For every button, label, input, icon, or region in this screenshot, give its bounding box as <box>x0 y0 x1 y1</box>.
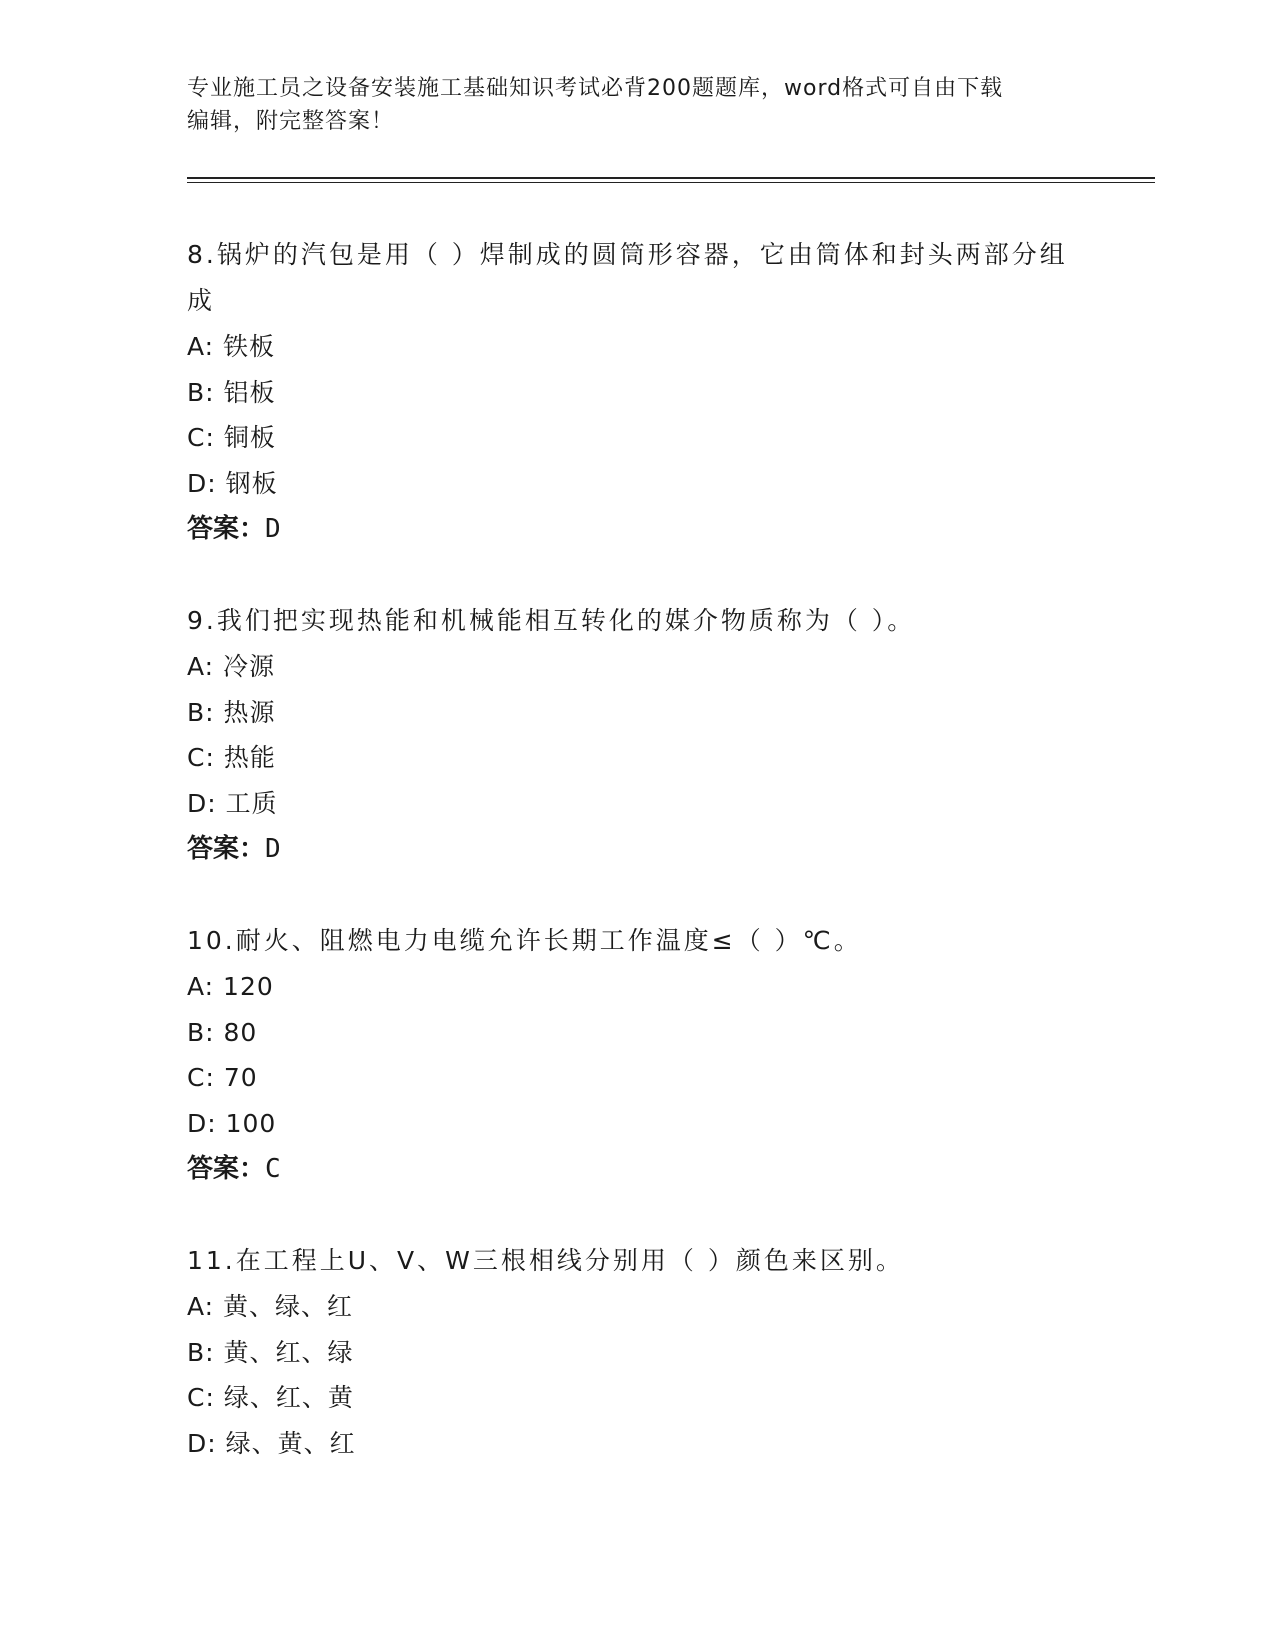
header-line-2: 编辑，附完整答案！ <box>187 109 395 134</box>
option-b: B: 黄、红、绿 <box>187 1337 354 1367</box>
option-d: D: 100 <box>187 1108 277 1138</box>
question-title: 9.我们把实现热能和机械能相互转化的媒介物质称为（ ）。 <box>187 606 916 635</box>
option-a: A: 120 <box>187 972 274 1001</box>
answer-line <box>187 826 1087 872</box>
document-header <box>187 72 1067 138</box>
answer-value: C <box>265 1154 281 1184</box>
option-c: C: 铜板 <box>187 423 276 452</box>
option-d: D: 钢板 <box>187 468 278 498</box>
answer-label: 答案： <box>187 1154 266 1184</box>
question-title: 10.耐火、阻燃电力电缆允许长期工作温度≤（ ）℃。 <box>187 926 862 955</box>
answer-value: D <box>265 514 281 544</box>
option-a: A: 冷源 <box>187 652 276 681</box>
header-line-1: 专业施工员之设备安装施工基础知识考试必背200题题库，word格式可自由下载 <box>187 76 1004 101</box>
header-divider-thin <box>187 182 1155 183</box>
option-a: A: 铁板 <box>187 332 276 361</box>
answer-value: D <box>265 834 281 864</box>
question-9 <box>187 598 1087 872</box>
option-c: C: 70 <box>187 1063 258 1092</box>
answer-label: 答案： <box>187 834 266 864</box>
answer-line <box>187 506 1087 552</box>
answer-line <box>187 1146 1087 1192</box>
question-title: 11.在工程上U、V、W三根相线分别用（ ）颜色来区别。 <box>187 1246 904 1275</box>
question-8 <box>187 232 1087 552</box>
header-divider-thick <box>187 177 1155 179</box>
option-d: D: 工质 <box>187 788 278 818</box>
option-a: A: 黄、绿、红 <box>187 1292 354 1321</box>
answer-label: 答案： <box>187 514 266 544</box>
option-b: B: 热源 <box>187 697 276 727</box>
option-b: B: 80 <box>187 1017 258 1047</box>
question-11 <box>187 1238 1087 1466</box>
option-c: C: 绿、红、黄 <box>187 1383 354 1412</box>
question-10 <box>187 918 1087 1192</box>
question-list <box>187 232 1087 1512</box>
question-title: 8.锅炉的汽包是用（ ）焊制成的圆筒形容器，它由筒体和封头两部分组成 <box>187 240 1068 315</box>
option-d: D: 绿、黄、红 <box>187 1428 356 1458</box>
option-c: C: 热能 <box>187 743 276 772</box>
option-b: B: 铝板 <box>187 377 276 407</box>
